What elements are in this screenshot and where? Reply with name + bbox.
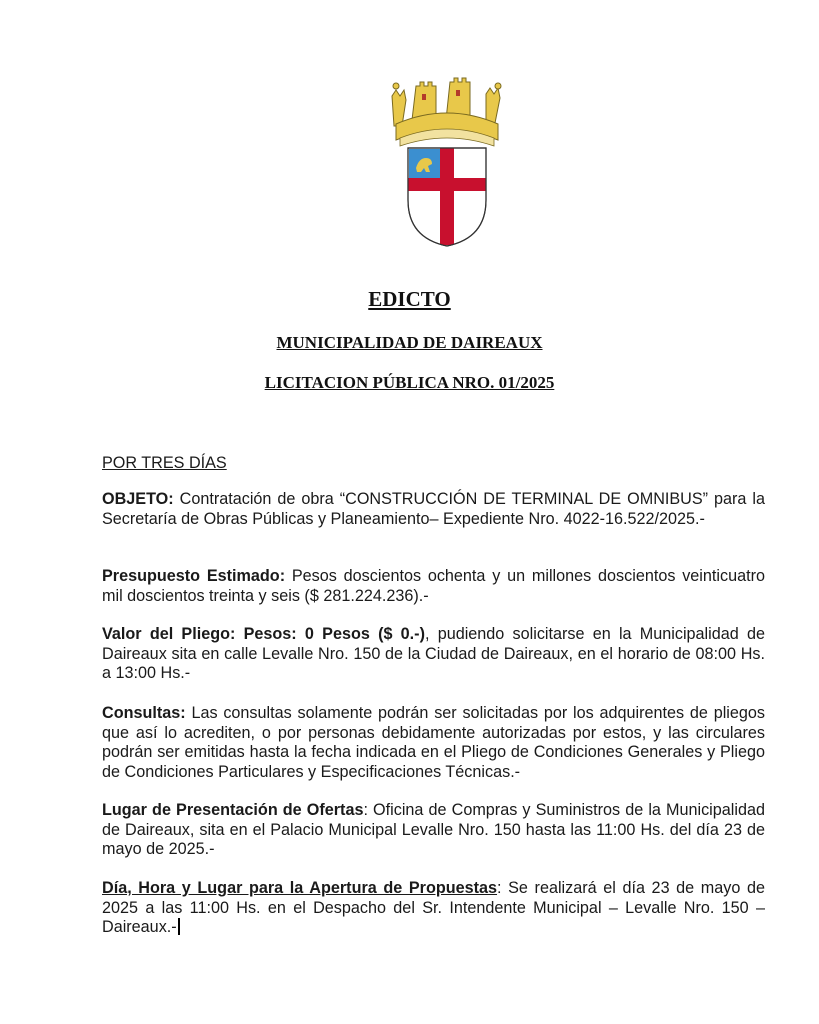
valor-text: , pudiendo solicitarse en la Municipalidad de Daireaux sita en calle Levalle Nro. 150 de la Ciudad de Daireaux, en el horario de 08:00 Hs. a 13:00 Hs.- <box>102 625 765 683</box>
paragraph-presupuesto <box>102 567 765 606</box>
valor-label: Valor del Pliego: Pesos: 0 Pesos ($ 0.-) <box>102 625 425 643</box>
apertura-label: Día, Hora y Lugar para la Apertura de Propuestas <box>102 879 498 897</box>
objeto-text: Contratación de obra “CONSTRUCCIÓN DE TERMINAL DE OMNIBUS” para la Secretaría de Obras Públicas y Planeamiento– Expediente Nro. 4022-16.522/2025.- <box>102 490 765 528</box>
tender-heading: LICITACION PÚBLICA NRO. 01/2025 <box>264 373 555 392</box>
lugar-label: Lugar de Presentación de Ofertas <box>102 801 364 819</box>
paragraph-valor-pliego <box>102 625 765 684</box>
coat-of-arms <box>386 72 508 248</box>
consultas-label: Consultas: <box>102 704 186 722</box>
paragraph-lugar-presentacion <box>102 801 765 860</box>
text-cursor <box>178 918 180 935</box>
paragraph-consultas <box>102 704 765 782</box>
paragraph-apertura <box>102 879 765 938</box>
document-title: EDICTO <box>368 287 451 311</box>
objeto-label: OBJETO: <box>102 490 174 508</box>
consultas-text: Las consultas solamente podrán ser solicitadas por los adquirentes de pliegos que así lo acrediten, o por personas debidamente autorizadas por estos, y las circulares podrán ser emitidas hasta la fecha indicada en el Pliego de Condiciones Generales y Pliego de Condiciones Particulares y Especificaciones Técnicas.- <box>102 704 765 781</box>
apertura-text: : Se realizará el día 23 de mayo de 2025 a las 11:00 Hs. en el Despacho del Sr. Intendente Municipal – Levalle Nro. 150 – Daireaux.- <box>102 879 765 937</box>
publication-period: POR TRES DÍAS <box>102 454 227 472</box>
paragraph-objeto <box>102 490 765 529</box>
municipality-heading: MUNICIPALIDAD DE DAIREAUX <box>276 333 543 352</box>
presupuesto-label: Presupuesto Estimado: <box>102 567 286 585</box>
lugar-text: : Oficina de Compras y Suministros de la Municipalidad de Daireaux, sita en el Palacio Municipal Levalle Nro. 150 hasta las 11:00 Hs. del día 23 de mayo de 2025.- <box>102 801 765 859</box>
presupuesto-text: Pesos doscientos ochenta y un millones doscientos veinticuatro mil doscientos treinta y seis ($ 281.224.236).- <box>102 567 765 605</box>
